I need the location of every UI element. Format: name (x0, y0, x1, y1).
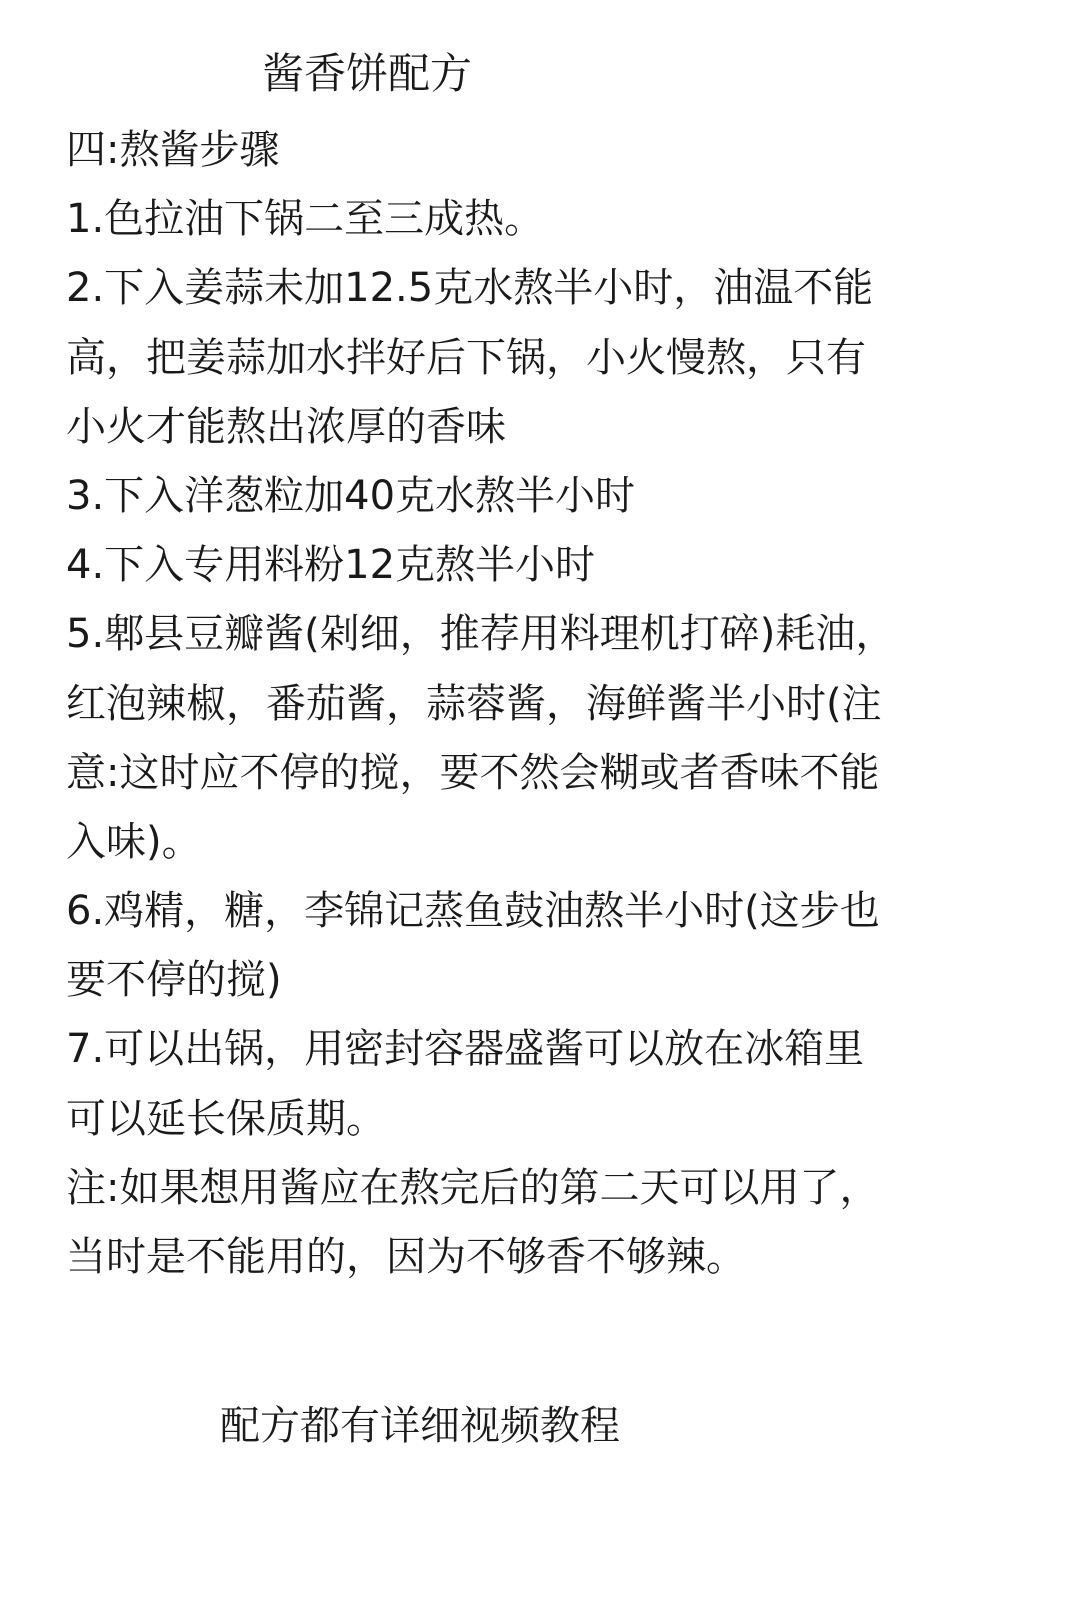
text-line: 意:这时应不停的搅，要不然会糊或者香味不能 (66, 749, 880, 796)
recipe-steps (66, 116, 1006, 1292)
text-line: 小火才能熬出浓厚的香味 (66, 403, 506, 450)
text-line: 1.色拉油下锅二至三成热。 (66, 196, 545, 243)
text-line: 入味)。 (66, 818, 202, 865)
text-line: 当时是不能用的，因为不够香不够辣。 (66, 1234, 746, 1280)
text-line: 可以延长保质期。 (66, 1095, 386, 1142)
text-line: 2.下入姜蒜未加12.5克水熬半小时，油温不能 (66, 265, 874, 312)
text-line: 高，把姜蒜加水拌好后下锅，小火慢熬，只有 (66, 334, 866, 381)
text-line: 3.下入洋葱粒加40克水熬半小时 (66, 472, 636, 519)
page-title: 酱香饼配方 (262, 49, 473, 98)
section-heading: 四:熬酱步骤 (66, 127, 280, 173)
text-line: 注:如果想用酱应在熬完后的第二天可以用了， (66, 1164, 880, 1211)
text-line: 红泡辣椒，番茄酱，蒜蓉酱，海鲜酱半小时(注 (66, 680, 882, 727)
footer-note: 配方都有详细视频教程 (220, 1403, 620, 1449)
text-line: 6.鸡精，糖，李锦记蒸鱼鼓油熬半小时(这步也 (66, 888, 880, 935)
text-line: 5.郫县豆瓣酱(剁细，推荐用料理机打碎)耗油， (66, 611, 896, 658)
text-line: 4.下入专用料粉12克熬半小时 (66, 542, 596, 589)
text-line: 7.可以出锅，用密封容器盛酱可以放在冰箱里 (66, 1026, 865, 1073)
text-line: 要不停的搅) (66, 957, 282, 1004)
